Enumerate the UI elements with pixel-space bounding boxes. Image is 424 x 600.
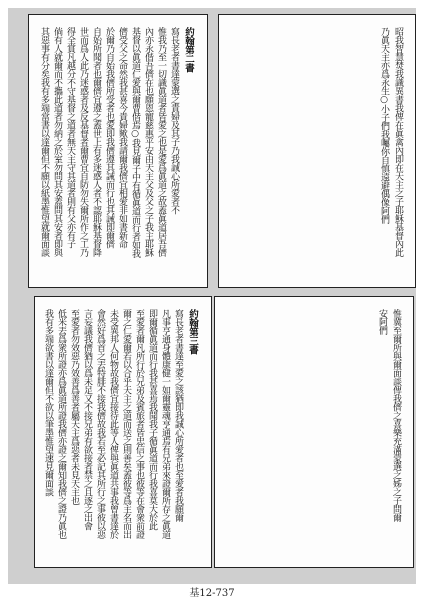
chapter-heading: 約翰第三書 — [187, 309, 198, 354]
text-column: 寫長老者書達蒙選之貴婦及其子乃我誠心所愛者不 — [169, 27, 179, 214]
text-column: 寫長老者書達至愛之該猶即我誠心所愛者也至愛者我願爾 — [173, 309, 183, 522]
text-column: 其惡事有分矣我有多端當書以達爾但不願以紙墨惟望就爾面談 — [39, 27, 49, 257]
text-column: 世而爲人此乃迷惑者及反基督者爾曹宜自防勿失爾所作之工乃 — [78, 27, 88, 257]
text-column: 昭我智慧焚我識異書我俾在眞禽內即在天主之子耶穌基督內此 — [393, 27, 403, 257]
panel-bottom-right-second-john-end — [214, 296, 414, 568]
text-column: 於爾乃自始我儕所受者也愛即我儕遵其誡而行也其誡即爾儕 — [104, 27, 114, 248]
text-column: 凡事亨通身體康健一如爾靈魂亨通焉有兄弟來證爾所存之眞道 — [160, 309, 170, 539]
text-column: 會然好爲首之丟特腓不接我儕故我若至必記其所行之事彼以惡 — [95, 309, 105, 539]
text-column: 基督以眞道仁愛與爾曹偕焉○我見爾子中有循眞道而行者如我 — [130, 27, 140, 258]
text-column: 低米丟爲衆所證亦爲眞道所證我儕亦證之爾知我儕之證乃眞也 — [56, 309, 66, 539]
panel-bottom-left-third-john — [34, 296, 212, 568]
text-column: 得全賞凡越分不守基督之道者無天主守其道者則有父亦有子 — [65, 27, 75, 248]
text-column: 至愛者勿效惡乃效善爲善者屬天主爲惡者未見天主也 — [69, 309, 79, 505]
page-number: 基12-737 — [189, 588, 235, 599]
panel-top-right-first-john-end — [218, 14, 416, 288]
text-column: 至愛者爾凡所行於兄弟及賓旅者皆忠信之事也彼等在會衆前證 — [134, 309, 144, 539]
text-column: 爾之仁愛爾若以合乎天主之道而送之則善矣蓋彼等爲主名而出 — [121, 309, 131, 539]
text-column: 內亦永偕吾儕在也願恩寵慈惠平安由天主父及父之子我主耶穌 — [143, 27, 153, 257]
text-column: 倘有人就爾而不攜此道者勿納之於室勿問其安蓋問其安者即與 — [52, 27, 62, 257]
scanned-page — [8, 8, 416, 584]
text-column: 惟我乃至一切識眞道者皆愛之也是愛爲眞道之故蓋眞道居吾儕 — [156, 27, 166, 257]
text-column: 自始所聞者也爾儕宜遵之蓋世上有多迷惑人者不認耶穌基督降 — [91, 27, 101, 257]
text-column: 儕受父之命然我甚喜今貴婦歟我請爾我儕宜相愛非如書新命 — [117, 27, 127, 248]
text-column: 未受異邦人何物故我儕宜接待此等人俾與眞道共事我曾書達於 — [108, 309, 118, 539]
text-column: 安阿們 — [377, 309, 387, 335]
text-column: 乃眞天主亦爲永生○小子們我囑你自慎遠避偶像阿們 — [379, 27, 389, 224]
text-column: 我有多端欲書以達爾但不欲以筆墨惟望速見爾面談 — [43, 309, 53, 496]
panel-top-left-second-john — [28, 14, 208, 288]
text-column: 惟冀至爾所與爾面談俾我儕之喜樂充滿蒙選之姊之子問爾 — [391, 309, 401, 522]
chapter-heading: 約翰第二書 — [183, 27, 194, 72]
text-column: 言妄議我儕猶以爲未足又不接兄弟有欲接者禁之且逐之出會 — [82, 309, 92, 530]
text-column: 即爾循眞道而行我甚喜焉我聞我子循眞道而行我喜莫大於此 — [147, 309, 157, 530]
